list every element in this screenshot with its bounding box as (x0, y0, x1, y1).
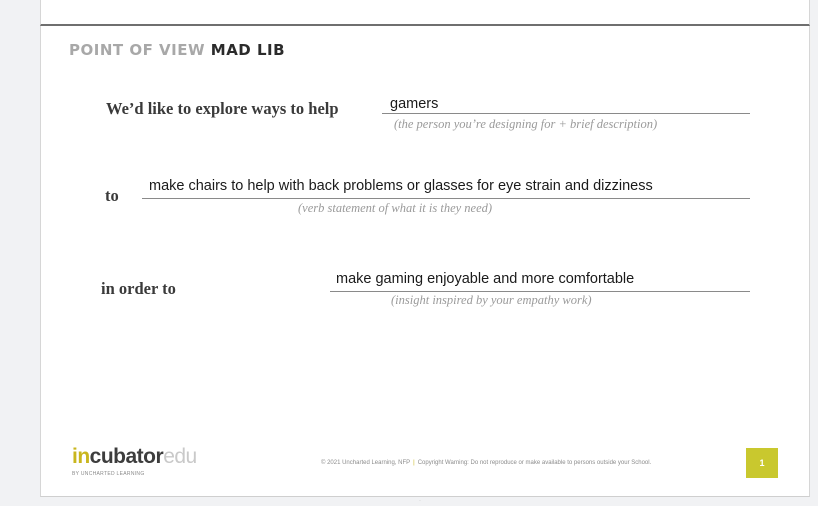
answer-insight-underline (330, 291, 750, 292)
title-dark: MAD LIB (210, 41, 286, 59)
prompt-to: to (105, 186, 119, 205)
copyright-footer (321, 460, 651, 466)
page-break-marker: · (419, 498, 421, 504)
logo-subtitle: BY UNCHARTED LEARNING (72, 471, 145, 477)
prompt-in-order-to: in order to (101, 279, 176, 298)
previous-page-edge (40, 0, 810, 26)
answer-person-underline (382, 113, 750, 114)
hint-person: (the person you’re designing for + brief description) (394, 117, 658, 131)
hint-need: (verb statement of what it is they need) (298, 201, 493, 215)
page-title (69, 41, 285, 59)
answer-insight-field[interactable]: make gaming enjoyable and more comfortable (336, 271, 635, 287)
prompt-help: We’d like to explore ways to help (106, 99, 339, 118)
page-number-badge: 1 (746, 448, 778, 478)
footer-separator: | (413, 460, 415, 466)
hint-insight: (insight inspired by your empathy work) (391, 293, 592, 307)
title-light: POINT OF VIEW (69, 41, 211, 59)
document-page (40, 26, 810, 497)
answer-need-field[interactable]: make chairs to help with back problems or glasses for eye strain and dizziness (149, 178, 653, 194)
answer-person-field[interactable]: gamers (390, 96, 439, 112)
answer-need-underline (142, 198, 750, 199)
incubatoredu-logo: incubatoredu BY UNCHARTED LEARNING (72, 445, 197, 477)
copyright-warning: Copyright Warning: Do not reproduce or make available to persons outside your School. (417, 460, 652, 466)
copyright-text: © 2021 Uncharted Learning, NFP (321, 460, 411, 466)
